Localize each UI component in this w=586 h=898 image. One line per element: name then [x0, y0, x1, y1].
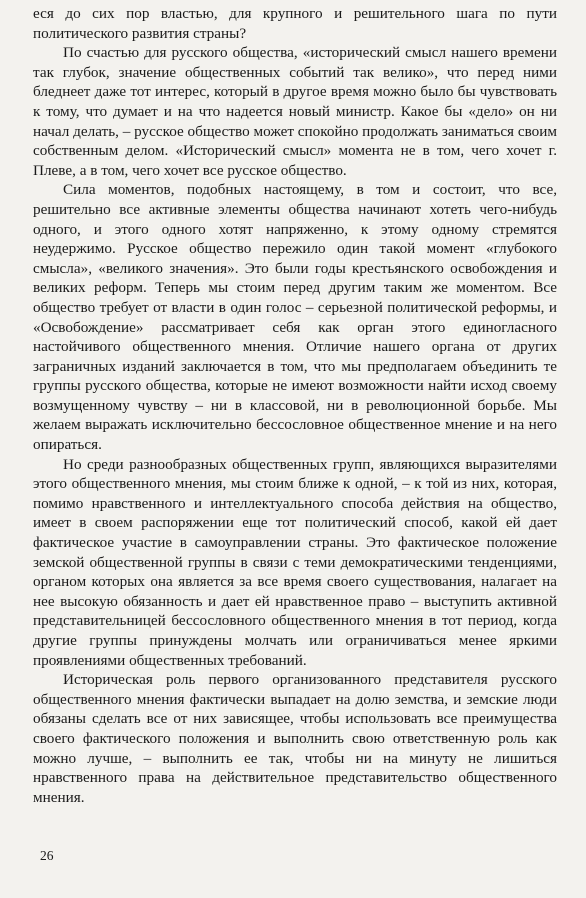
paragraph-1: еся до сих пор властью, для крупного и решительного шага по пути политического развития страны? [33, 5, 557, 42]
paragraph-2: По счастью для русского общества, «исторический смысл нашего времени так глубок, значение общественных событий так велико», что перед ними бледнеет даже тот интерес, который в другое время можно было бы чувствовать к тому, что думает и на что надеется новый министр. Какое бы «дело» он ни начал делать, – русское общество может спокойно продолжать заниматься своим собственным делом. «Исторический смысл» момента не в том, чего хочет г. Плеве, а в том, чего хочет все русское общество. [33, 44, 557, 179]
paragraph-4: Но среди разнообразных общественных групп, являющихся выразителями этого общественного мнения, мы стоим ближе к одной, – к той из них, которая, помимо нравственного и интеллектуального способа действия на общество, имеет в своем распоряжении еще тот политический способ, какой ей дает фактическое участие в самоуправлении страны. Это фактическое положение земской общественной группы в связи с теми демократическими тенденциями, органом которых она является за все время своего существования, налагает на нее высокую обязанность и дает ей нравственное право – выступить активной представительницей бессословного общественного мнения в тот период, когда другие группы принуждены молчать или ограничиваться менее яркими проявлениями общественных требований. [33, 455, 557, 669]
body-text [33, 4, 557, 807]
paragraph-3: Сила моментов, подобных настоящему, в том и состоит, что все, решительно все активные элементы общества начинают хотеть чего-нибудь одного, и этого одного хотят напряженно, к этому одному стремятся неудержимо. Русское общество пережило один такой момент «глубокого смысла», «великого значения». Это были годы крестьянского освобождения и великих реформ. Теперь мы стоим перед другим таким же моментом. Все общество требует от власти в один голос – серьезной политической реформы, и «Освобождение» рассматривает себя как орган этого единогласного настойчивого общественного мнения. Отличие нашего органа от других заграничных изданий заключается в том, что мы предполагаем объединить те группы русского общества, которые не имеют возможности найти исход своему возмущенному чувству – ни в классовой, ни в революционной борьбе. Мы желаем выражать исключительно бессословное общественное мнение и на него опираться. [33, 181, 557, 454]
paragraph-5: Историческая роль первого организованного представителя русского общественного мнения фактически выпадает на долю земства, и земские люди обязаны сделать все от них зависящее, чтобы использовать все преимущества своего фактического положения и выполнить свою ответственную роль как можно лучше, – выполнить ее так, чтобы ни на минуту не лишиться нравственного права на действительное представительство общественного мнения. [33, 671, 557, 806]
page-number: 26 [40, 848, 54, 863]
